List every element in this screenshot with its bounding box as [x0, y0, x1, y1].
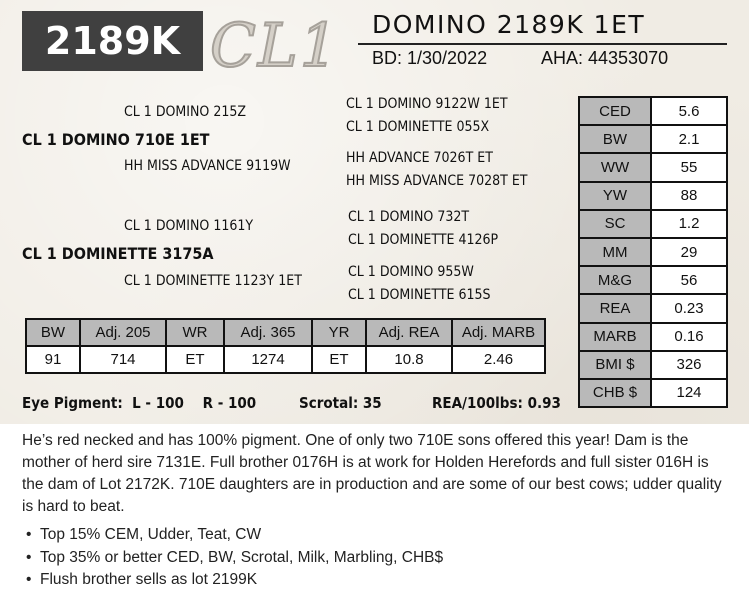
epd-label: MARB — [580, 324, 652, 350]
list-item — [22, 547, 443, 570]
epd-value: 29 — [680, 243, 698, 261]
epd-row — [580, 98, 726, 126]
epd-row — [580, 183, 726, 211]
epd-label: BMI $ — [580, 352, 652, 378]
header-divider — [358, 43, 727, 45]
pedigree-dam-sire-dam: CL 1 DOMINETTE 4126P — [348, 232, 499, 248]
epd-row — [580, 267, 726, 295]
epd-label: BW — [580, 126, 652, 152]
pedigree-dam: CL 1 DOMINETTE 3175A — [22, 244, 214, 263]
epd-value: 124 — [676, 384, 702, 402]
epd-row — [580, 324, 726, 352]
brand-logo-text: CL1 — [210, 11, 340, 81]
notes-paragraph: He’s red necked and has 100% pigment. One of only two 710E sons offered this year! Dam is the mother of herd sire 7131E. Full brother 0176H is at work for Holden Herefords and full sister 016H is the dam of Lot 2172K. 710E daughters are in production and are some of our best cows; udder quality is hard to beat. — [22, 432, 722, 515]
pedigree-sire-dam: HH MISS ADVANCE 9119W — [124, 158, 291, 174]
epd-value: 326 — [676, 356, 702, 374]
bullet-icon: • — [26, 526, 32, 543]
animal-name: DOMINO 2189K 1ET — [372, 10, 646, 39]
performance-header: Adj. 205 — [81, 320, 167, 345]
pedigree-sire: CL 1 DOMINO 710E 1ET — [22, 130, 210, 149]
pedigree-sire-dam-dam: HH MISS ADVANCE 7028T ET — [346, 173, 528, 189]
rea-per-100lbs: REA/100lbs: 0.93 — [432, 394, 561, 412]
performance-value: 10.8 — [367, 347, 453, 372]
epd-value: 56 — [680, 271, 698, 289]
aha-number: AHA: 44353070 — [541, 48, 669, 68]
performance-table — [25, 318, 546, 374]
bullet-text: Top 35% or better CED, BW, Scrotal, Milk, Marbling, CHB$ — [40, 548, 444, 566]
epd-value: 5.6 — [678, 102, 700, 120]
epd-value: 0.23 — [674, 299, 704, 317]
epd-value: 88 — [680, 187, 698, 205]
birth-date: BD: 1/30/2022 — [372, 48, 488, 68]
epd-label: REA — [580, 295, 652, 321]
notes-bullet-list — [22, 524, 443, 592]
performance-header-row — [27, 320, 544, 347]
epd-value: 55 — [680, 158, 698, 176]
pedigree-dam-sire-sire: CL 1 DOMINO 732T — [348, 209, 470, 225]
bullet-icon: • — [26, 571, 32, 588]
performance-header: Adj. REA — [367, 320, 453, 345]
epd-row — [580, 380, 726, 406]
performance-value: 1274 — [225, 347, 313, 372]
epd-label: WW — [580, 154, 652, 180]
eye-pigment: Eye Pigment: L - 100 R - 100 — [22, 394, 257, 412]
performance-value: 714 — [81, 347, 167, 372]
epd-row — [580, 295, 726, 323]
pedigree-dam-dam-sire: CL 1 DOMINO 955W — [348, 264, 474, 280]
epd-label: MM — [580, 239, 652, 265]
performance-header: BW — [27, 320, 81, 345]
bullet-text: Top 15% CEM, Udder, Teat, CW — [40, 526, 262, 543]
epd-row — [580, 211, 726, 239]
pedigree-dam-sire: CL 1 DOMINO 1161Y — [124, 218, 254, 234]
performance-header: YR — [313, 320, 367, 345]
epd-label: SC — [580, 211, 652, 237]
scrotal-measure: Scrotal: 35 — [299, 394, 382, 412]
list-item — [22, 569, 443, 592]
performance-header: Adj. MARB — [461, 324, 536, 341]
epd-label: CHB $ — [580, 380, 652, 406]
pedigree-dam-dam-dam: CL 1 DOMINETTE 615S — [348, 287, 491, 303]
performance-header: Adj. 365 — [225, 320, 313, 345]
list-item — [22, 524, 443, 547]
performance-header: WR — [167, 320, 225, 345]
epd-row — [580, 126, 726, 154]
performance-value: ET — [313, 347, 367, 372]
performance-value: 91 — [27, 347, 81, 372]
epd-label: YW — [580, 183, 652, 209]
brand-logo — [206, 2, 356, 82]
epd-label: CED — [580, 98, 652, 124]
bullet-text: Flush brother sells as lot 2199K — [40, 571, 258, 588]
pedigree-sire-sire: CL 1 DOMINO 215Z — [124, 104, 247, 120]
performance-value-row — [27, 347, 544, 372]
epd-value: 2.1 — [678, 130, 700, 148]
pedigree-sire-sire-dam: CL 1 DOMINETTE 055X — [346, 119, 490, 135]
epd-table — [578, 96, 728, 408]
epd-label: M&G — [580, 267, 652, 293]
notes-panel — [0, 424, 749, 607]
performance-value: 2.46 — [483, 351, 514, 368]
epd-value: 0.16 — [674, 328, 704, 346]
epd-value: 1.2 — [678, 215, 700, 233]
epd-row — [580, 239, 726, 267]
pedigree-sire-sire-sire: CL 1 DOMINO 9122W 1ET — [346, 96, 508, 112]
pedigree-dam-dam: CL 1 DOMINETTE 1123Y 1ET — [124, 273, 302, 289]
epd-row — [580, 154, 726, 182]
lot-number-badge — [22, 11, 203, 71]
lot-number: 2189K — [44, 19, 181, 63]
epd-row — [580, 352, 726, 380]
performance-value: ET — [167, 347, 225, 372]
bullet-icon: • — [26, 548, 32, 566]
pedigree-sire-dam-sire: HH ADVANCE 7026T ET — [346, 150, 493, 166]
